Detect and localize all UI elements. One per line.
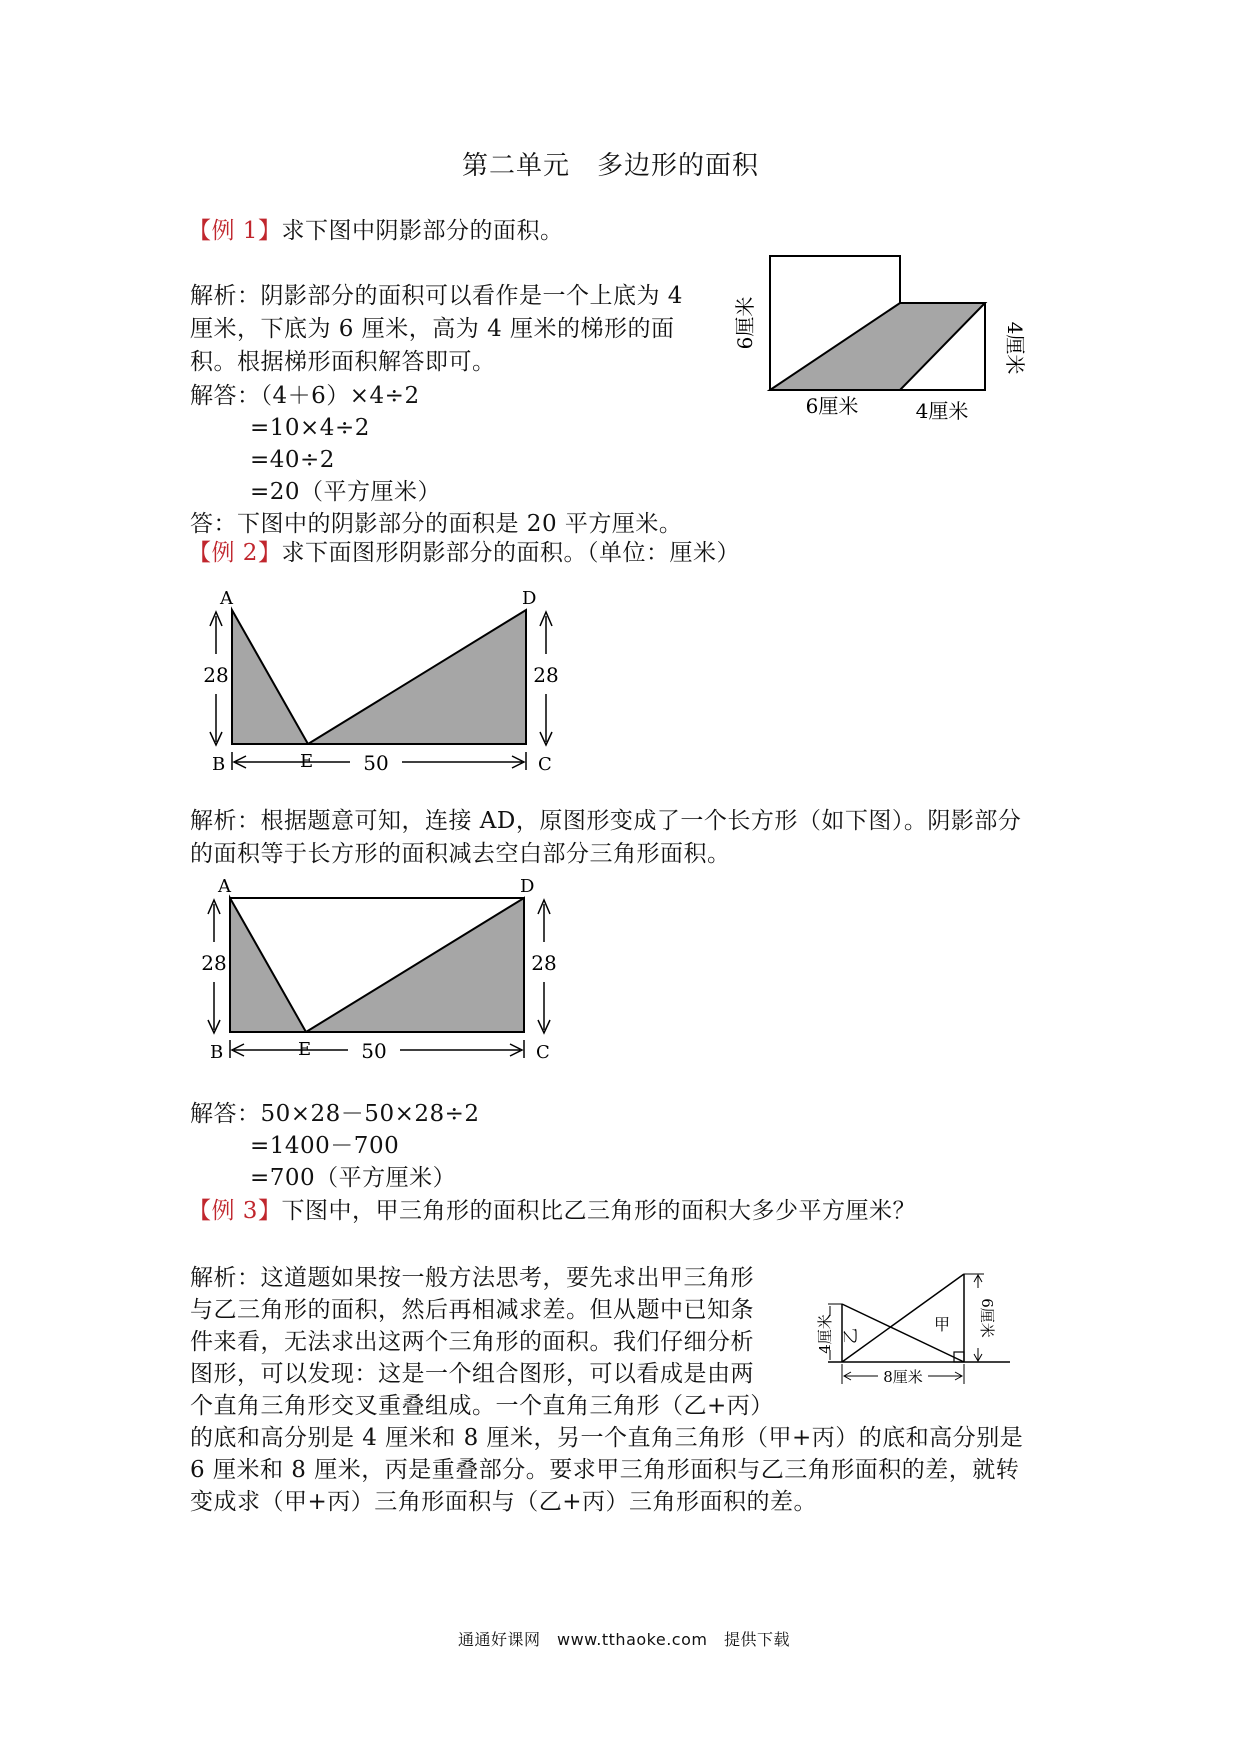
ex1-answer: 答：下图中的阴影部分的面积是 20 平方厘米。 <box>190 511 683 537</box>
ex2b-label-B: B <box>210 1042 224 1063</box>
ex2b-label-A: A <box>218 876 231 897</box>
example-1-heading <box>188 215 563 247</box>
ex3-analysis-line-2: 与乙三角形的面积，然后再相减求差。但从题中已知条 <box>190 1297 754 1323</box>
ex1-shaded-trapezoid <box>770 303 985 390</box>
ex2-analysis-line-1: 解析：根据题意可知，连接 AD，原图形变成了一个长方形（如下图）。阴影部分 <box>190 808 1022 834</box>
example-3-heading <box>188 1195 916 1227</box>
ex3-bottom-label: 8厘米 <box>883 1368 923 1386</box>
ex1-analysis-line-3: 积。根据梯形面积解答即可。 <box>190 349 496 375</box>
ex3-label-jia: 甲 <box>933 1315 951 1334</box>
ex2b-height-right: 28 <box>531 951 557 975</box>
ex1-figure <box>730 248 1030 440</box>
ex2-shaded-right-triangle <box>308 610 526 744</box>
ex2-solution-line-3: =700（平方厘米） <box>250 1165 457 1191</box>
ex3-analysis-line-8: 变成求（甲+丙）三角形面积与（乙+丙）三角形面积的差。 <box>190 1489 818 1515</box>
ex2b-height-left: 28 <box>201 951 227 975</box>
ex3-analysis-line-7: 6 厘米和 8 厘米，丙是重叠部分。要求甲三角形面积与乙三角形面积的差，就转 <box>190 1457 1020 1483</box>
ex2-height-right: 28 <box>533 663 559 687</box>
ex3-right-label: 6厘米 <box>978 1298 996 1338</box>
ex1-left-label: 6厘米 <box>733 296 757 350</box>
example-2-tag: 【例 2】 <box>188 540 282 566</box>
ex2-solution-line-1: 解答：50×28－50×28÷2 <box>190 1101 480 1127</box>
example-1-tag: 【例 1】 <box>188 218 282 244</box>
example-3-question: 下图中，甲三角形的面积比乙三角形的面积大多少平方厘米？ <box>281 1198 916 1224</box>
example-2-heading <box>188 537 740 569</box>
ex1-solution-line-2: =10×4÷2 <box>250 415 370 441</box>
ex1-analysis-line-2: 厘米，下底为 6 厘米，高为 4 厘米的梯形的面 <box>190 316 675 342</box>
ex3-left-label: 4厘米 <box>816 1314 834 1354</box>
ex2-label-B: B <box>212 754 226 775</box>
ex3-analysis-line-1: 解析：这道题如果按一般方法思考，要先求出甲三角形 <box>190 1265 754 1291</box>
ex1-analysis-line-1: 解析：阴影部分的面积可以看作是一个上底为 4 <box>190 283 683 309</box>
ex1-right-label: 4厘米 <box>1003 321 1027 375</box>
ex2-label-A: A <box>220 588 233 609</box>
ex2-figure-1 <box>190 582 580 782</box>
ex3-analysis-line-4: 图形，可以发现：这是一个组合图形，可以看成是由两 <box>190 1361 754 1387</box>
ex2-label-E: E <box>300 751 314 772</box>
ex2-height-left: 28 <box>203 663 229 687</box>
ex3-analysis-line-3: 件来看，无法求出这两个三角形的面积。我们仔细分析 <box>190 1329 754 1355</box>
ex2b-shaded-left-triangle <box>230 898 306 1032</box>
ex2-shaded-left-triangle <box>232 610 308 744</box>
example-2-question: 求下面图形阴影部分的面积。（单位：厘米） <box>281 540 740 566</box>
ex2-solution-line-2: =1400－700 <box>250 1133 400 1159</box>
ex2b-label-C: C <box>536 1042 550 1063</box>
page-title: 第二单元 多边形的面积 <box>462 151 760 181</box>
example-1-question: 求下图中阴影部分的面积。 <box>281 218 564 244</box>
ex3-label-yi: 乙 <box>841 1327 860 1345</box>
ex2-label-D: D <box>522 588 537 609</box>
ex1-bottom-left-label: 6厘米 <box>805 394 859 418</box>
ex3-analysis-line-5: 个直角三角形交叉重叠组成。一个直角三角形（乙+丙） <box>190 1393 774 1419</box>
ex2b-label-D: D <box>520 876 535 897</box>
ex2-label-C: C <box>538 754 552 775</box>
ex1-solution-line-1: 解答：（4＋6）×4÷2 <box>190 383 420 409</box>
ex2-analysis-line-2: 的面积等于长方形的面积减去空白部分三角形面积。 <box>190 841 731 867</box>
ex2-base: 50 <box>363 751 389 775</box>
page-footer: 通通好课网 www.tthaoke.com 提供下载 <box>458 1630 790 1649</box>
ex2b-base: 50 <box>361 1039 387 1063</box>
ex2b-label-E: E <box>298 1039 312 1060</box>
ex1-solution-line-4: =20（平方厘米） <box>250 479 442 505</box>
ex1-solution-line-3: =40÷2 <box>250 447 335 473</box>
example-3-tag: 【例 3】 <box>188 1198 282 1224</box>
ex3-figure <box>800 1262 1020 1402</box>
ex2b-shaded-right-triangle <box>306 898 524 1032</box>
ex2-figure-2 <box>188 870 578 1070</box>
ex3-analysis-line-6: 的底和高分别是 4 厘米和 8 厘米，另一个直角三角形（甲+丙）的底和高分别是 <box>190 1425 1024 1451</box>
ex1-bottom-right-label: 4厘米 <box>915 399 969 423</box>
